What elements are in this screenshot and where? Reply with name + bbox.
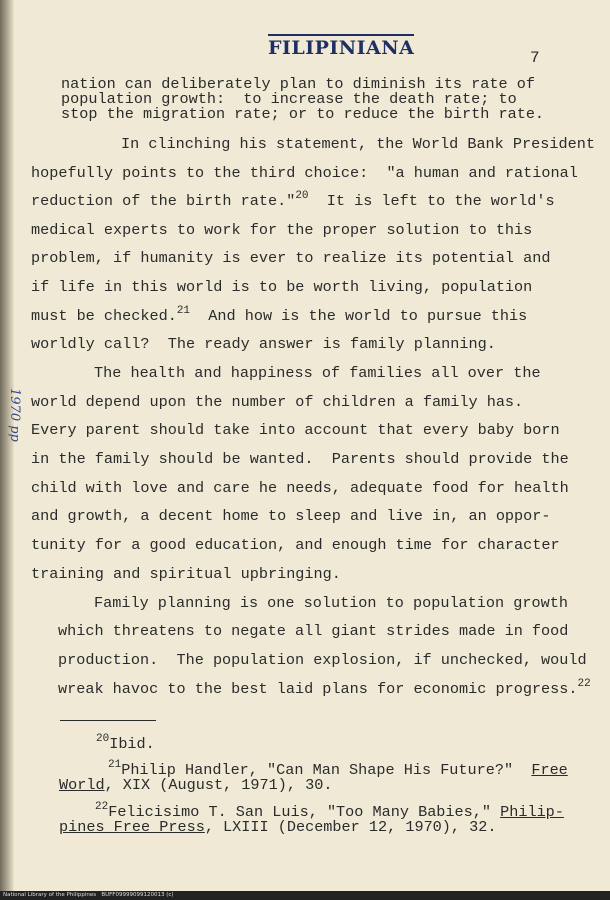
footnote-ref-21: 21 [176, 305, 191, 317]
footnote-21-cont: World, XIX (August, 1971), 30. [59, 776, 333, 794]
body-line: in the family should be wanted. Parents should provide the [31, 450, 569, 468]
body-line: wreak havoc to the best laid plans for economic progress.$^{22}$ [58, 678, 591, 698]
footnote-ref-22: 22 [577, 678, 591, 690]
body-line: stop the migration rate; or to reduce the birth rate. [61, 105, 545, 123]
body-line: and growth, a decent home to sleep and live in, an oppor- [31, 507, 551, 525]
footnote-22-cont: pines Free Press, LXIII (December 12, 1970), 32. [59, 818, 497, 836]
body-line: which threatens to negate all giant strides made in food [58, 622, 569, 640]
body-line: worldly call? The ready answer is family planning. [31, 335, 496, 353]
body-line: The health and happiness of families all over the [94, 364, 541, 382]
footnote-separator [60, 720, 156, 721]
filipiniana-stamp: FILIPINIANA [268, 34, 414, 59]
body-line: Family planning is one solution to population growth [94, 594, 568, 612]
body-line: production. The population explosion, if unchecked, would [58, 651, 587, 669]
page-number: 7 [530, 49, 540, 67]
handwritten-margin-note: 1970 pp [7, 388, 22, 442]
footnote-20: $^{20}$Ibid. [96, 733, 155, 753]
body-line: if life in this world is to be worth living, population [31, 278, 533, 296]
body-line: problem, if humanity is ever to realize its potential and [31, 249, 551, 267]
body-line: population growth: to increase the death rate; to [61, 90, 517, 108]
body-line: hopefully points to the third choice: "a human and rational [31, 164, 578, 182]
body-line: nation can deliberately plan to diminish its rate of [61, 75, 535, 93]
body-line: must be checked.$^{21}$ And how is the world to pursue this [31, 305, 528, 325]
footnote-22: $^{22}$Felicisimo T. San Luis, "Too Many Babies," Philip- [95, 801, 564, 821]
page-binding-edge [0, 0, 14, 900]
body-line: Every parent should take into account that every baby born [31, 421, 560, 439]
body-line: tunity for a good education, and enough time for character [31, 536, 560, 554]
body-line: child with love and care he needs, adequate food for health [31, 479, 569, 497]
body-line: In clinching his statement, the World Bank President [121, 135, 595, 153]
body-line: world depend upon the number of children a family has. [31, 393, 524, 411]
body-line: training and spiritual upbringing. [31, 565, 341, 583]
footnote-21: $^{21}$Philip Handler, "Can Man Shape His Future?" Free [108, 759, 568, 779]
body-line: medical experts to work for the proper solution to this [31, 221, 533, 239]
body-line: reduction of the birth rate."$^{20}$ It is left to the world's [31, 190, 555, 210]
footnote-ref-20: 20 [295, 190, 309, 202]
scan-footer-bar: National Library of the Philippines BUFF09999099120013 (c) [0, 891, 610, 900]
